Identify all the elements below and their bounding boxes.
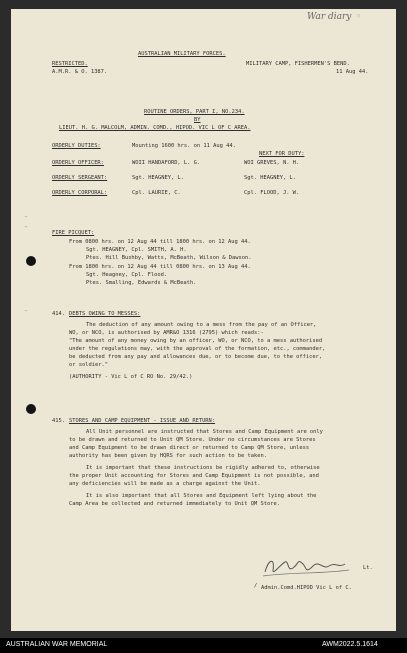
orders-title: ROUTINE ORDERS, PART I, NO.234.: [144, 109, 245, 115]
tick-mark-2: →: [24, 224, 28, 230]
orderly-officer-current: WOII HANDAFORD, L. G.: [132, 160, 201, 166]
archive-footer: [0, 638, 407, 653]
fire-picquet-line: Ptes. Smalling, Edwards & McBeath.: [86, 280, 197, 286]
punch-hole-top: [26, 256, 36, 266]
section-414-line: "The amount of any money owing by an officer, WO, or NCO, to a mess authorised: [69, 338, 323, 344]
punch-hole-bottom: [26, 404, 36, 414]
corner-mark: ○: [357, 13, 361, 19]
section-414-line: or soldier.": [69, 362, 108, 368]
document-sheet: [11, 9, 396, 631]
tick-mark-1: →: [24, 214, 28, 220]
section-415-number: 415.: [52, 418, 65, 424]
orders-by: BY: [194, 117, 201, 123]
section-415-title: STORES AND CAMP EQUIPMENT - ISSUE AND RETURN:: [69, 418, 216, 424]
section-414-line: WO, or NCO, is authorised by AMR&O 1316 (2795) which reads:-: [69, 330, 264, 336]
fire-picquet-heading: FIRE PICQUET:: [52, 230, 95, 236]
fire-picquet-line: From 1800 hrs. on 12 Aug 44 till 0800 hrs. on 13 Aug 44.: [69, 264, 251, 270]
mounting-time: Mounting 1600 hrs. on 11 Aug 44.: [132, 143, 236, 149]
section-414-authority: (AUTHORITY - Vic L of C RO No. 29/42.): [69, 374, 193, 380]
orderly-officer-role: ORDERLY OFFICER:: [52, 160, 104, 166]
section-415-line: All Unit personnel are instructed that Stores and Camp Equipment are only: [86, 429, 323, 435]
section-415-line: authority has been given by HQRS for such action to be taken.: [69, 453, 267, 459]
section-415-line: the proper Unit accounting for Stores and Camp Equipment is not possible, and: [69, 473, 319, 479]
orderly-duties-heading: ORDERLY DUTIES:: [52, 143, 101, 149]
section-414-line: The deduction of any amount owing to a mess from the pay of an Officer,: [86, 322, 317, 328]
fire-picquet-line: From 0800 hrs. on 12 Aug 44 till 1800 hrs. on 12 Aug 44.: [69, 239, 251, 245]
next-for-duty-heading: NEXT FOR DUTY:: [259, 151, 305, 157]
signature-title: Admin.Comd.HIPOD Vic L of C.: [261, 585, 352, 591]
fire-picquet-line: Sgt. HEAGNEY, Cpl. SMITH, A. H.: [86, 247, 187, 253]
section-415-line: Camp Area be collected and returned immediately to Unit QM Store.: [69, 501, 280, 507]
handwritten-note: War diary: [307, 12, 352, 22]
signature-line: /: [254, 583, 258, 589]
document-date: 11 Aug 44.: [336, 69, 369, 75]
document-title: AUSTRALIAN MILITARY FORCES.: [138, 51, 226, 57]
section-415-line: any deficiencies will be made as a charge against the Unit.: [69, 481, 261, 487]
orders-officer: LIEUT. H. G. MALCOLM, ADMIN. COMD., HIPOD. VIC L OF C AREA.: [59, 125, 251, 131]
footer-institution: AUSTRALIAN WAR MEMORIAL: [6, 641, 108, 648]
section-414-line: under the regulations may, with the approval of the formation, etc., commander,: [69, 346, 326, 352]
fire-picquet-line: Ptes. Hill Bushby, Watts, McBeath, Wilson & Dawson.: [86, 255, 252, 261]
section-415-line: to be drawn and returned to Unit QM Store. Under no circumstances are Stores: [69, 437, 316, 443]
section-414-title: DEBTS OWING TO MESSES:: [69, 311, 141, 317]
location: MILITARY CAMP, FISHERMEN'S BEND.: [246, 61, 350, 67]
orderly-sergeant-role: ORDERLY SERGEANT:: [52, 175, 108, 181]
section-414-number: 414.: [52, 311, 65, 317]
orderly-corporal-role: ORDERLY CORPORAL:: [52, 190, 108, 196]
section-415-line: and Camp Equipment to be drawn direct or returned to Camp QM Store, unless: [69, 445, 310, 451]
restricted-label: RESTRICTED.: [52, 61, 88, 67]
orderly-corporal-current: Cpl. LAURIE, C.: [132, 190, 181, 196]
section-415-line: It is also important that all Stores and Equipment left lying about the: [86, 493, 317, 499]
handwritten-signature: [261, 554, 361, 580]
orderly-sergeant-current: Sgt. HEAGNEY, L.: [132, 175, 184, 181]
orderly-officer-next: WOI GREVES, N. H.: [244, 160, 300, 166]
section-414-line: be deducted from any pay and allowances due, or to become due, to the officer,: [69, 354, 323, 360]
footer-accession-number: AWM2022.5.1614: [322, 641, 378, 648]
signature-rank: Lt.: [363, 565, 373, 571]
section-415-line: It is important that these instructions be rigidly adhered to, otherwise: [86, 465, 320, 471]
reference-number: A.M.R. & O. 1387.: [52, 69, 108, 75]
fire-picquet-line: Sgt. Heagney, Cpl. Flood.: [86, 272, 168, 278]
orderly-corporal-next: Cpl. FLOOD, J. W.: [244, 190, 300, 196]
tick-mark-3: →: [24, 308, 28, 314]
orderly-sergeant-next: Sgt. HEAGNEY, L.: [244, 175, 296, 181]
